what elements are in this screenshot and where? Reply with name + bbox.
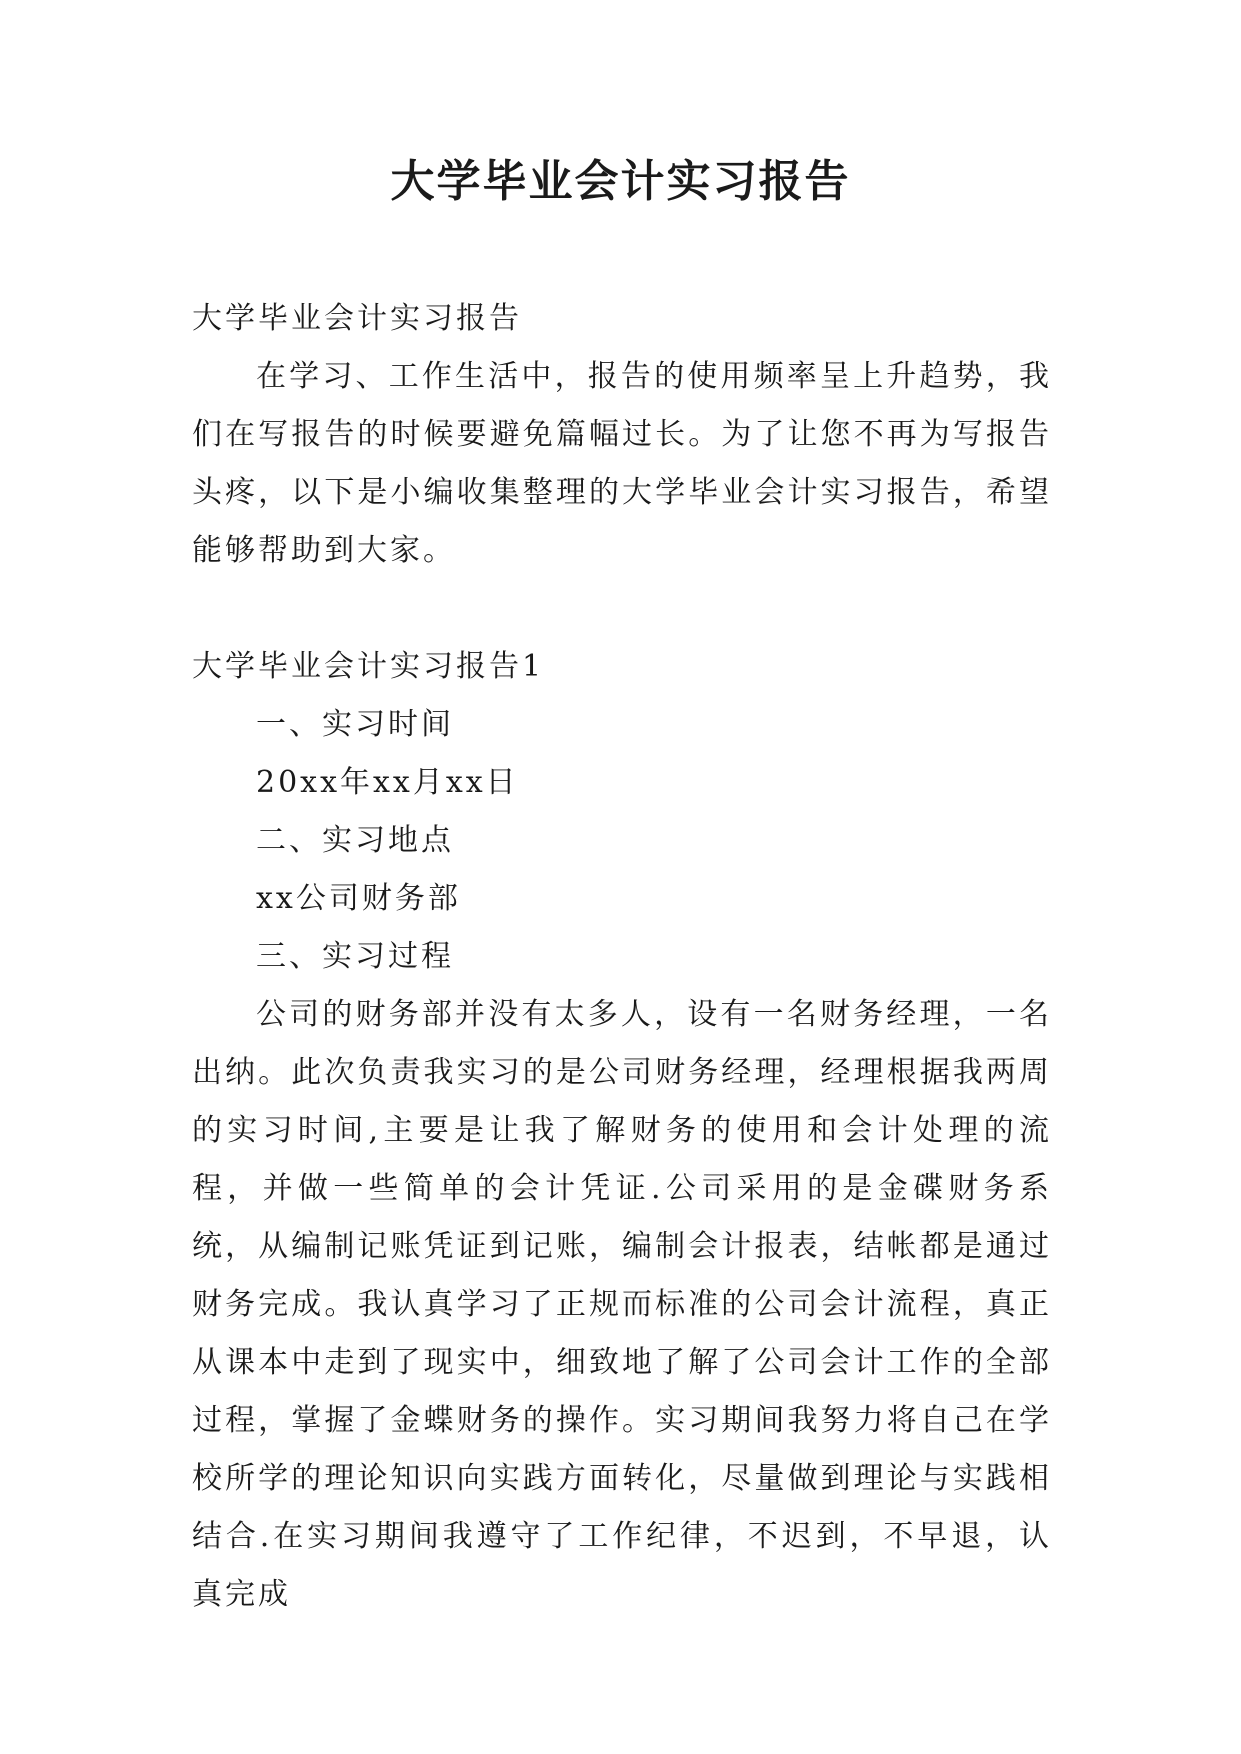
section-title: 大学毕业会计实习报告1 xyxy=(192,649,545,684)
document-title: 大学毕业会计实习报告 xyxy=(390,156,851,207)
item-heading-process: 三、实习过程 xyxy=(256,939,454,974)
intro-paragraph: 在学习、工作生活中，报告的使用频率呈上升趋势，我们在写报告的时候要避免篇幅过长。为了让您不再为写报告头疼，以下是小编收集整理的大学毕业会计实习报告，希望能够帮助到大家。 xyxy=(192,359,1052,568)
paragraph-gap xyxy=(192,580,1052,638)
item-value-location: xx公司财务部 xyxy=(256,881,461,916)
item-heading-time: 一、实习时间 xyxy=(256,707,454,742)
item-value-time: 20xx年xx月xx日 xyxy=(256,765,519,800)
document-body xyxy=(192,290,1052,1624)
document-subtitle: 大学毕业会计实习报告 xyxy=(192,301,522,336)
item-heading-location: 二、实习地点 xyxy=(256,823,454,858)
process-paragraph: 公司的财务部并没有太多人，设有一名财务经理，一名出纳。此次负责我实习的是公司财务经理，经理根据我两周的实习时间,主要是让我了解财务的使用和会计处理的流程，并做一些简单的会计凭证.公司采用的是金碟财务系统，从编制记账凭证到记账，编制会计报表，结帐都是通过财务完成。我认真学习了正规而标准的公司会计流程，真正从课本中走到了现实中，细致地了解了公司会计工作的全部过程，掌握了金蝶财务的操作。实习期间我努力将自己在学校所学的理论知识向实践方面转化，尽量做到理论与实践相结合.在实习期间我遵守了工作纪律，不迟到，不早退，认真完成 xyxy=(192,997,1052,1612)
